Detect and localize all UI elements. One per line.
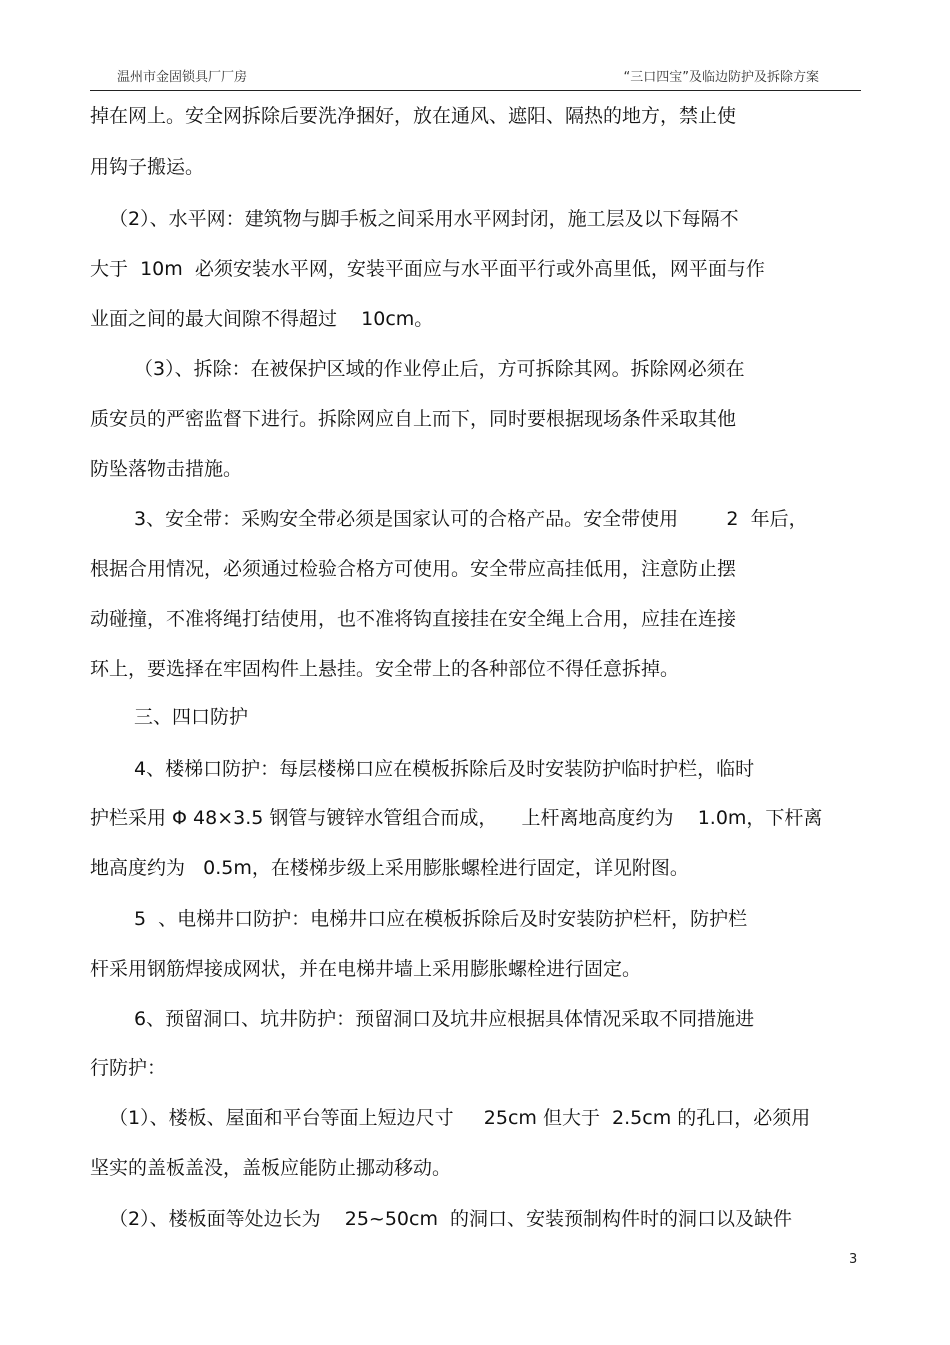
body-line: 行防护： <box>90 1057 167 1079</box>
body-line: 坚实的盖板盖没，盖板应能防止挪动移动。 <box>90 1157 452 1179</box>
body-line: （3）、拆除：在被保护区域的作业停止后，方可拆除其网。拆除网必须在 <box>134 358 745 380</box>
body-line: （1）、楼板、屋面和平台等面上短边尺寸 25cm 但大于 2.5cm 的孔口，必须用 <box>109 1107 811 1129</box>
body-line: 护栏采用 Φ 48×3.5 钢管与镀锌水管组合而成， 上杆离地高度约为 1.0m，下杆离 <box>90 807 823 829</box>
body-line: 防坠落物击措施。 <box>90 458 243 480</box>
body-line: 杆采用钢筋焊接成网状，并在电梯井墙上采用膨胀螺栓进行固定。 <box>90 958 642 980</box>
body-line: 环上，要选择在牢固构件上悬挂。安全带上的各种部位不得任意拆掉。 <box>90 658 680 680</box>
body-line: （2）、楼板面等处边长为 25~50cm 的洞口、安装预制构件时的洞口以及缺件 <box>109 1208 793 1230</box>
body-line: 4、楼梯口防护：每层楼梯口应在模板拆除后及时安装防护临时护栏，临时 <box>134 758 755 780</box>
body-line: 业面之间的最大间隙不得超过 10cm。 <box>90 308 434 330</box>
header-left-text: 温州市金固锁具厂厂房 <box>117 70 248 85</box>
body-line: 地高度约为 0.5m，在楼梯步级上采用膨胀螺栓进行固定，详见附图。 <box>90 857 689 879</box>
body-line: 3、安全带：采购安全带必须是国家认可的合格产品。安全带使用 2 年后， <box>134 508 808 530</box>
body-line: 动碰撞，不准将绳打结使用，也不准将钩直接挂在安全绳上合用，应挂在连接 <box>90 608 737 630</box>
header-right-text: “三口四宝”及临边防护及拆除方案 <box>623 70 819 85</box>
body-line: 大于 10m 必须安装水平网，安装平面应与水平面平行或外高里低，网平面与作 <box>90 258 765 280</box>
header-rule <box>90 90 861 91</box>
body-line: 质安员的严密监督下进行。拆除网应自上而下，同时要根据现场条件采取其他 <box>90 408 737 430</box>
page-number: 3 <box>849 1252 858 1267</box>
body-line: 掉在网上。安全网拆除后要洗净捆好，放在通风、遮阳、隔热的地方，禁止使 <box>90 105 737 127</box>
body-line: （2）、水平网：建筑物与脚手板之间采用水平网封闭，施工层及以下每隔不 <box>109 208 739 230</box>
body-line: 根据合用情况，必须通过检验合格方可使用。安全带应高挂低用，注意防止摆 <box>90 558 737 580</box>
body-line: 6、预留洞口、坑井防护：预留洞口及坑井应根据具体情况采取不同措施进 <box>134 1008 755 1030</box>
section-heading: 三、四口防护 <box>134 706 249 728</box>
body-line: 5 、电梯井口防护：电梯井口应在模板拆除后及时安装防护栏杆，防护栏 <box>134 908 748 930</box>
body-line: 用钩子搬运。 <box>90 156 205 178</box>
